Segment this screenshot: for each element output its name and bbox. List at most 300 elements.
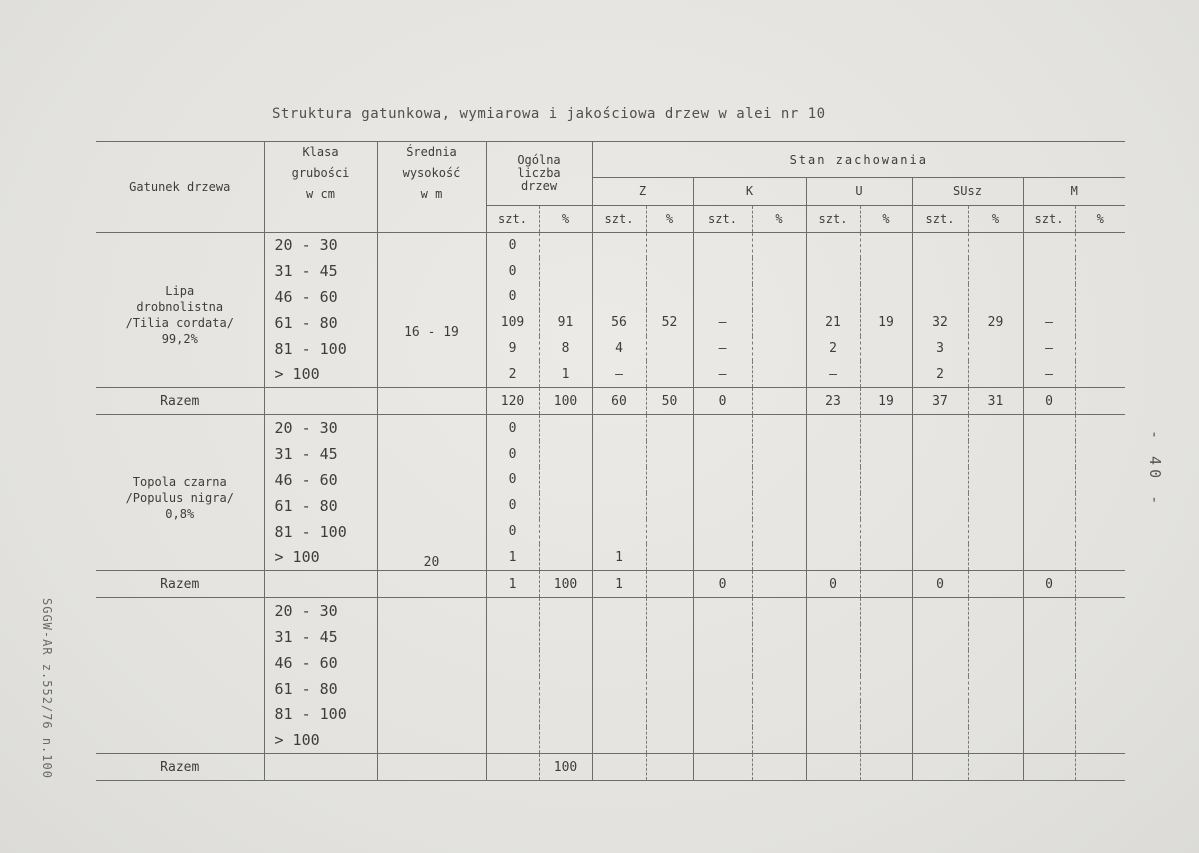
razem-value: 50 [646,388,693,415]
value-cell [752,258,806,284]
value-cell [539,467,592,493]
razem-value [752,754,806,781]
value-cell [592,676,646,702]
cell-line: 0,8% [165,506,195,521]
value-cell [486,701,539,727]
class-cell: 20 - 30 [264,415,377,441]
table-row [96,232,1125,258]
value-cell [806,650,860,676]
razem-value: 23 [806,388,860,415]
value-cell [806,258,860,284]
value-cell [968,361,1023,387]
value-cell [968,232,1023,258]
value-cell [806,544,860,570]
value-cell [646,493,693,519]
class-cell: 46 - 60 [264,284,377,310]
value-cell [592,441,646,467]
value-cell [646,650,693,676]
value-cell: 29 [968,310,1023,336]
value-cell: 0 [486,467,539,493]
razem-value [592,754,646,781]
razem-value: 31 [968,388,1023,415]
razem-value: 0 [1023,571,1075,598]
value-cell [968,727,1023,753]
razem-value: 0 [912,571,968,598]
value-cell [968,676,1023,702]
value-cell [968,701,1023,727]
value-cell [539,284,592,310]
value-cell [693,624,752,650]
value-cell [1075,519,1125,545]
value-cell [912,624,968,650]
value-cell [1075,650,1125,676]
value-cell [1075,701,1125,727]
header-stan-2: U [806,178,912,205]
value-cell [539,441,592,467]
cell-line: Średnia [406,145,457,159]
value-cell [693,676,752,702]
razem-value: 0 [1023,388,1075,415]
header-szt: szt. [592,205,646,232]
header-srednia [377,142,486,206]
header-stan-1: K [693,178,806,205]
value-cell [752,361,806,387]
class-cell: 81 - 100 [264,519,377,545]
value-cell [646,441,693,467]
value-cell: 2 [912,361,968,387]
value-cell [912,676,968,702]
value-cell: 0 [486,284,539,310]
value-cell [1075,232,1125,258]
value-cell [539,519,592,545]
value-cell [1023,544,1075,570]
value-cell [1075,310,1125,336]
razem-empty [264,571,377,598]
header-unit-m [377,205,486,232]
value-cell [860,284,912,310]
value-cell [486,598,539,624]
value-cell: 109 [486,310,539,336]
value-cell [968,415,1023,441]
value-cell [752,701,806,727]
value-cell: 91 [539,310,592,336]
value-cell [968,598,1023,624]
value-cell [752,598,806,624]
cell-line: w cm [306,187,335,201]
value-cell [806,415,860,441]
header-szt: szt. [806,205,860,232]
value-cell [592,258,646,284]
value-cell [1075,676,1125,702]
value-cell [693,727,752,753]
value-cell [646,361,693,387]
value-cell [806,701,860,727]
page-number: - 40 - [1146,430,1164,509]
value-cell [806,519,860,545]
value-cell [752,415,806,441]
razem-value [752,571,806,598]
class-cell: > 100 [264,727,377,753]
value-cell [806,232,860,258]
value-cell [968,519,1023,545]
value-cell: – [1023,310,1075,336]
value-cell: 2 [806,336,860,362]
value-cell [592,624,646,650]
value-cell [806,676,860,702]
value-cell [693,415,752,441]
value-cell [646,415,693,441]
razem-value: 19 [860,388,912,415]
value-cell [912,232,968,258]
value-cell [860,676,912,702]
cell-line: grubości [291,166,350,180]
value-cell [912,415,968,441]
value-cell [592,493,646,519]
value-cell [693,441,752,467]
class-cell: 20 - 30 [264,232,377,258]
razem-value [806,754,860,781]
page-title: Struktura gatunkowa, wymiarowa i jakościowa drzew w alei nr 10 [272,106,826,122]
value-cell: – [1023,336,1075,362]
value-cell [693,467,752,493]
class-cell: 61 - 80 [264,493,377,519]
razem-value [1075,754,1125,781]
value-cell [646,467,693,493]
class-cell: 20 - 30 [264,598,377,624]
razem-value [968,571,1023,598]
table-row [96,415,1125,441]
header-szt: szt. [912,205,968,232]
value-cell [1023,441,1075,467]
value-cell [752,467,806,493]
value-cell [646,232,693,258]
value-cell [860,650,912,676]
value-cell [1023,232,1075,258]
value-cell [860,519,912,545]
header-pct: % [752,205,806,232]
value-cell: 1 [592,544,646,570]
class-cell: 31 - 45 [264,624,377,650]
value-cell [860,701,912,727]
value-cell [646,701,693,727]
value-cell [1023,467,1075,493]
class-cell: 46 - 60 [264,650,377,676]
value-cell [860,258,912,284]
cell-line: Topola czarna [132,474,227,489]
value-cell: – [693,361,752,387]
value-cell [646,727,693,753]
value-cell [646,258,693,284]
cell-line: drobnolistna [136,299,224,314]
razem-value: 60 [592,388,646,415]
value-cell [486,650,539,676]
value-cell: 21 [806,310,860,336]
razem-label: Razem [96,754,264,781]
cell-line: wysokość [402,166,461,180]
razem-value: 37 [912,388,968,415]
header-klasa [264,142,377,206]
value-cell [592,284,646,310]
value-cell [1023,727,1075,753]
razem-value: 120 [486,388,539,415]
header-stan: Stan zachowania [592,142,1125,178]
value-cell [646,284,693,310]
value-cell [912,467,968,493]
value-cell [1075,336,1125,362]
value-cell: 52 [646,310,693,336]
value-cell [1023,676,1075,702]
value-cell [539,493,592,519]
razem-value: 0 [806,571,860,598]
value-cell [860,598,912,624]
value-cell: – [693,310,752,336]
value-cell [860,544,912,570]
razem-row [96,754,1125,781]
value-cell [1075,624,1125,650]
class-cell: 31 - 45 [264,258,377,284]
value-cell [752,336,806,362]
value-cell: 0 [486,441,539,467]
value-cell [912,258,968,284]
razem-label: Razem [96,388,264,415]
height-cell [377,598,486,754]
value-cell [1075,258,1125,284]
value-cell [912,727,968,753]
species-cell [96,415,264,571]
value-cell: 2 [486,361,539,387]
value-cell [806,467,860,493]
class-cell: > 100 [264,544,377,570]
class-cell: 31 - 45 [264,441,377,467]
value-cell [646,336,693,362]
value-cell [860,493,912,519]
value-cell [1075,361,1125,387]
header-unit-cm [264,205,377,232]
value-cell: 3 [912,336,968,362]
species-cell [96,232,264,388]
header-pct: % [860,205,912,232]
razem-value: 100 [539,388,592,415]
value-cell [806,284,860,310]
razem-value: 1 [592,571,646,598]
value-cell [806,441,860,467]
value-cell [646,544,693,570]
value-cell [752,727,806,753]
razem-value [646,754,693,781]
razem-value [486,754,539,781]
value-cell [752,232,806,258]
razem-empty [264,388,377,415]
header-szt: szt. [693,205,752,232]
value-cell [752,441,806,467]
value-cell [693,519,752,545]
value-cell [752,284,806,310]
razem-row [96,388,1125,415]
value-cell [1075,467,1125,493]
value-cell [539,701,592,727]
header-stan-0: Z [592,178,693,205]
value-cell [1023,650,1075,676]
value-cell [806,624,860,650]
species-cell [96,598,264,754]
value-cell: 32 [912,310,968,336]
razem-value [752,388,806,415]
value-cell [539,598,592,624]
razem-value [912,754,968,781]
value-cell [860,727,912,753]
value-cell [968,493,1023,519]
table-row [96,598,1125,624]
razem-value [860,571,912,598]
value-cell: 0 [486,258,539,284]
value-cell [592,727,646,753]
header-stan-4: M [1023,178,1125,205]
value-cell [1023,258,1075,284]
header-pct: % [1075,205,1125,232]
value-cell [1075,544,1125,570]
value-cell [860,467,912,493]
value-cell [912,650,968,676]
data-table [96,141,1125,781]
value-cell [806,598,860,624]
value-cell [539,650,592,676]
cell-line: liczba [517,165,561,180]
header-row [96,142,1125,178]
value-cell [539,624,592,650]
value-cell [968,258,1023,284]
razem-value [1075,571,1125,598]
value-cell [860,336,912,362]
value-cell: 0 [486,415,539,441]
value-cell [912,519,968,545]
header-pct: % [646,205,693,232]
value-cell [1023,701,1075,727]
value-cell [486,624,539,650]
height-cell: 20 [377,415,486,571]
value-cell [1023,598,1075,624]
value-cell [860,415,912,441]
value-cell: – [806,361,860,387]
value-cell [646,519,693,545]
value-cell [693,284,752,310]
cell-line: Ogólna [517,152,561,167]
value-cell: 1 [486,544,539,570]
value-cell [912,441,968,467]
value-cell [539,676,592,702]
value-cell [752,310,806,336]
value-cell [592,232,646,258]
value-cell: – [1023,361,1075,387]
value-cell [860,232,912,258]
razem-value: 1 [486,571,539,598]
value-cell [1023,415,1075,441]
razem-value [968,754,1023,781]
value-cell [592,467,646,493]
archive-stamp: SGGW-AR z.552/76 n.100 [40,598,54,779]
value-cell [646,598,693,624]
value-cell [693,493,752,519]
cell-line: Lipa [165,283,195,298]
value-cell [860,361,912,387]
cell-line: 99,2% [161,331,198,346]
value-cell [539,232,592,258]
value-cell: 9 [486,336,539,362]
value-cell [752,493,806,519]
class-cell: 61 - 80 [264,676,377,702]
value-cell [1023,624,1075,650]
value-cell [968,467,1023,493]
value-cell [806,493,860,519]
value-cell: 1 [539,361,592,387]
value-cell: 56 [592,310,646,336]
cell-line: w m [420,187,443,201]
razem-label: Razem [96,571,264,598]
value-cell [486,727,539,753]
value-cell: 0 [486,232,539,258]
value-cell: 0 [486,519,539,545]
value-cell [693,598,752,624]
value-cell: 0 [486,493,539,519]
value-cell [592,650,646,676]
class-cell: 81 - 100 [264,336,377,362]
value-cell [1075,284,1125,310]
razem-value: 0 [693,571,752,598]
razem-value: 0 [693,388,752,415]
value-cell [752,650,806,676]
value-cell [912,493,968,519]
value-cell [539,415,592,441]
value-cell [912,598,968,624]
value-cell [968,441,1023,467]
cell-line: /Tilia cordata/ [125,315,234,330]
value-cell [860,624,912,650]
value-cell [1075,493,1125,519]
header-pct: % [968,205,1023,232]
value-cell [912,284,968,310]
value-cell [539,727,592,753]
cell-line: /Populus nigra/ [125,490,234,505]
cell-line: Klasa [302,145,339,159]
value-cell: – [693,336,752,362]
value-cell [1075,415,1125,441]
header-gatunek: Gatunek drzewa [96,142,264,233]
class-cell: 61 - 80 [264,310,377,336]
razem-value: 100 [539,571,592,598]
value-cell [693,544,752,570]
value-cell [592,598,646,624]
value-cell [1075,727,1125,753]
value-cell [806,727,860,753]
header-stan-3: SUsz [912,178,1023,205]
razem-value [860,754,912,781]
value-cell [646,676,693,702]
value-cell [752,544,806,570]
razem-value [646,571,693,598]
value-cell [968,544,1023,570]
razem-empty [377,388,486,415]
height-cell: 16 - 19 [377,232,486,388]
razem-value [693,754,752,781]
razem-value [1075,388,1125,415]
value-cell [1023,284,1075,310]
value-cell [752,676,806,702]
header-ogolna [486,142,592,206]
value-cell [539,258,592,284]
value-cell [968,624,1023,650]
value-cell [1023,519,1075,545]
class-cell: > 100 [264,361,377,387]
value-cell: 4 [592,336,646,362]
